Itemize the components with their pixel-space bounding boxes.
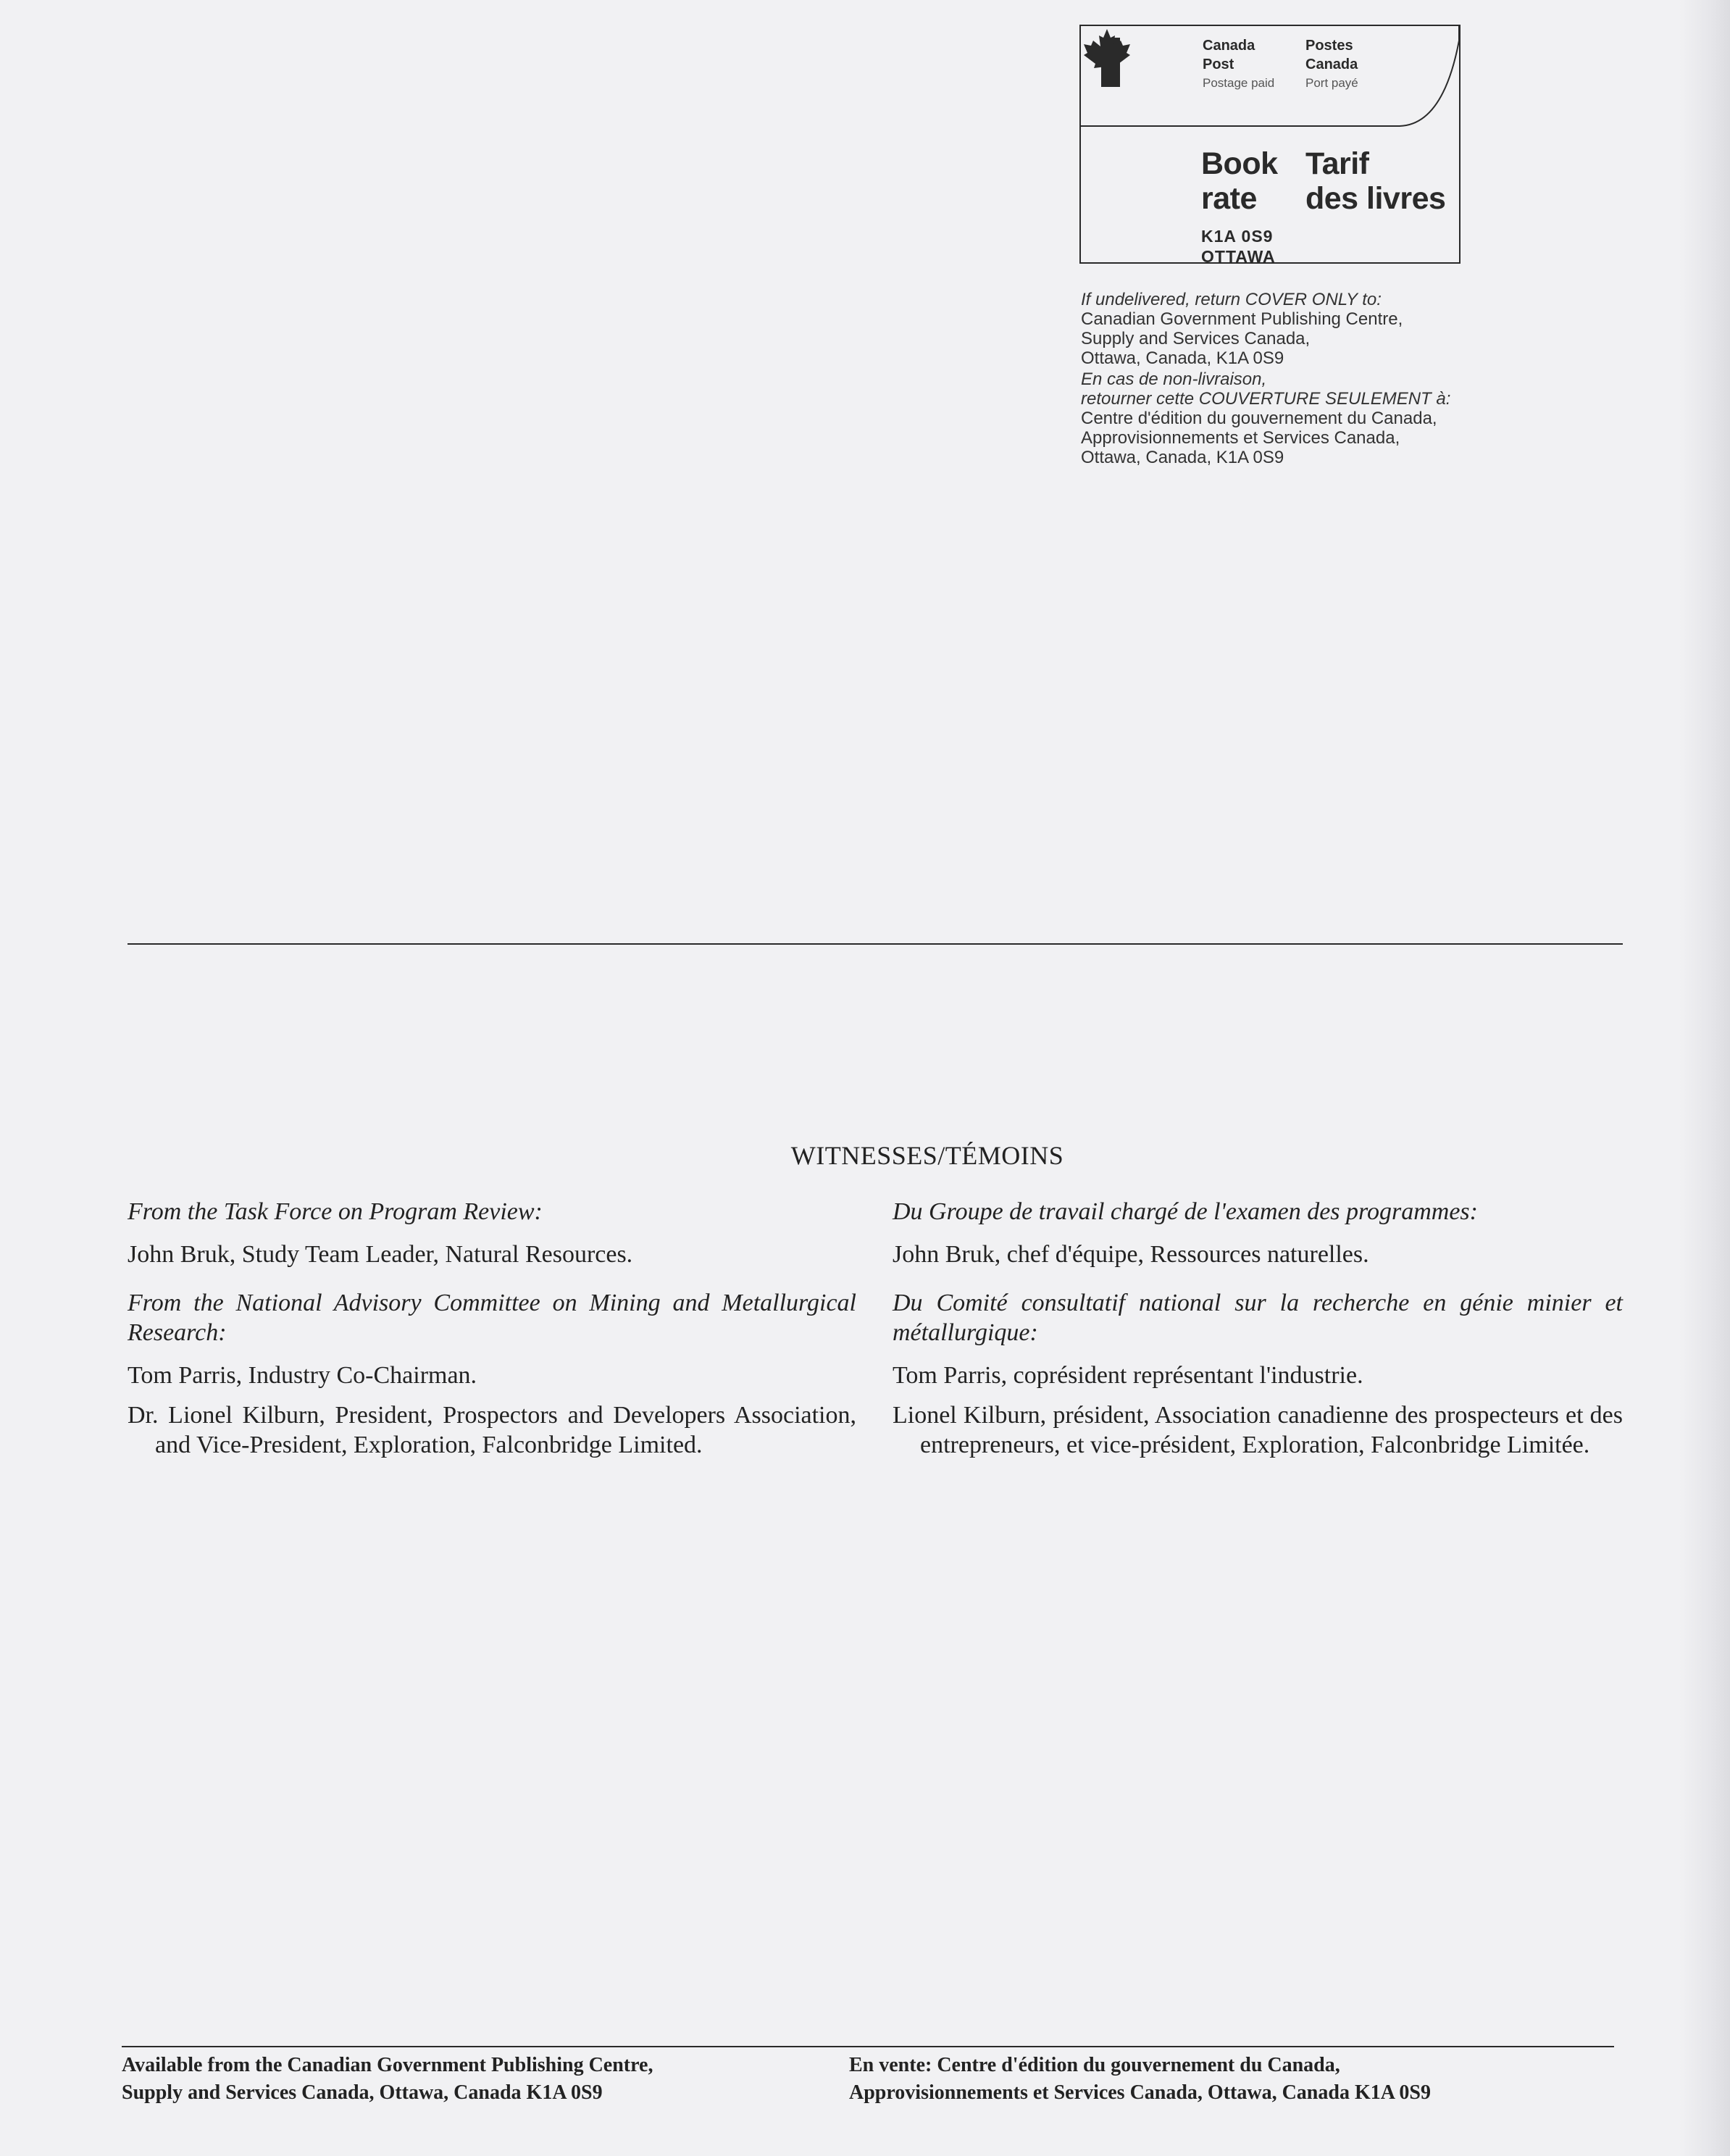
footer-availability-en: [122, 2052, 653, 2107]
post-en-line-1: Canada: [1203, 38, 1255, 54]
rate-en-line-2: rate: [1201, 181, 1257, 216]
return-line: If undelivered, return COVER ONLY to:: [1081, 290, 1382, 309]
postal-code: K1A 0S9: [1201, 227, 1274, 246]
return-line: retourner cette COUVERTURE SEULEMENT à:: [1081, 389, 1451, 409]
witness-person: Tom Parris, coprésident représentant l'industrie.: [893, 1362, 1363, 1389]
witness-organization: From the National Advisory Committee on Mining and Metallurgical Research:: [128, 1290, 856, 1346]
return-line: Ottawa, Canada, K1A 0S9: [1081, 448, 1284, 467]
footer-line: Approvisionnements et Services Canada, Ottawa, Canada K1A 0S9: [849, 2081, 1431, 2104]
witness-person: John Bruk, chef d'équipe, Ressources naturelles.: [893, 1241, 1369, 1268]
rate-en-line-1: Book: [1201, 146, 1278, 181]
footer-line: Available from the Canadian Government Publishing Centre,: [122, 2054, 653, 2076]
postage-indicia: [1079, 25, 1461, 264]
return-line: En cas de non-livraison,: [1081, 369, 1267, 389]
indicia-postal-code: [1201, 226, 1276, 267]
witness-person: Dr. Lionel Kilburn, President, Prospectors and Developers Association, and Vice-President, Exploration, Falconbridge Limited.: [128, 1402, 856, 1458]
footer-line: En vente: Centre d'édition du gouvernement du Canada,: [849, 2054, 1340, 2076]
footer-line: Supply and Services Canada, Ottawa, Canada K1A 0S9: [122, 2081, 603, 2104]
witness-person: John Bruk, Study Team Leader, Natural Resources.: [128, 1241, 633, 1268]
post-fr-line-3: Port payé: [1305, 76, 1358, 90]
return-line: Approvisionnements et Services Canada,: [1081, 428, 1400, 448]
return-line: Centre d'édition du gouvernement du Canada,: [1081, 409, 1437, 428]
post-en-line-3: Postage paid: [1203, 76, 1275, 90]
post-fr-line-1: Postes: [1305, 38, 1353, 54]
tarif-livres-label: [1305, 146, 1445, 216]
witness-group: [893, 1197, 1623, 1269]
witness-group: [128, 1197, 856, 1269]
return-address: [1081, 290, 1588, 467]
footer-rule: [122, 2046, 1614, 2047]
witness-person: Lionel Kilburn, président, Association canadienne des prospecteurs et des entrepreneurs, et vice-président, Exploration, Falconbridge Limitée.: [893, 1402, 1623, 1458]
page-edge-shadow: [1679, 0, 1730, 2156]
post-en-line-2: Post: [1203, 57, 1234, 72]
maple-leaf-icon: [1081, 26, 1133, 78]
return-line: Canadian Government Publishing Centre,: [1081, 309, 1403, 329]
indicia-header: [1081, 26, 1459, 128]
witness-group: [128, 1288, 856, 1460]
witness-organization: Du Groupe de travail chargé de l'examen des programmes:: [893, 1198, 1478, 1225]
witness-group: [893, 1288, 1623, 1460]
postes-canada-label: [1305, 36, 1358, 93]
book-rate-label: [1201, 146, 1278, 216]
post-fr-line-2: Canada: [1305, 57, 1358, 72]
horizontal-rule: [128, 943, 1623, 945]
witnesses-english-column: [128, 1197, 856, 1479]
rate-fr-line-2: des livres: [1305, 181, 1446, 216]
witness-organization: Du Comité consultatif national sur la recherche en génie minier et métallurgique:: [893, 1290, 1623, 1346]
return-line: Supply and Services Canada,: [1081, 329, 1311, 348]
footer-availability-fr: [849, 2052, 1431, 2107]
witnesses-heading: WITNESSES/TÉMOINS: [790, 1141, 1064, 1170]
postal-city: OTTAWA: [1201, 247, 1276, 266]
witnesses-french-column: [893, 1197, 1623, 1479]
return-line: Ottawa, Canada, K1A 0S9: [1081, 348, 1284, 368]
canada-post-label: [1203, 36, 1274, 93]
witness-person: Tom Parris, Industry Co-Chairman.: [128, 1362, 477, 1389]
rate-fr-line-1: Tarif: [1305, 146, 1369, 181]
witness-organization: From the Task Force on Program Review:: [128, 1198, 543, 1225]
